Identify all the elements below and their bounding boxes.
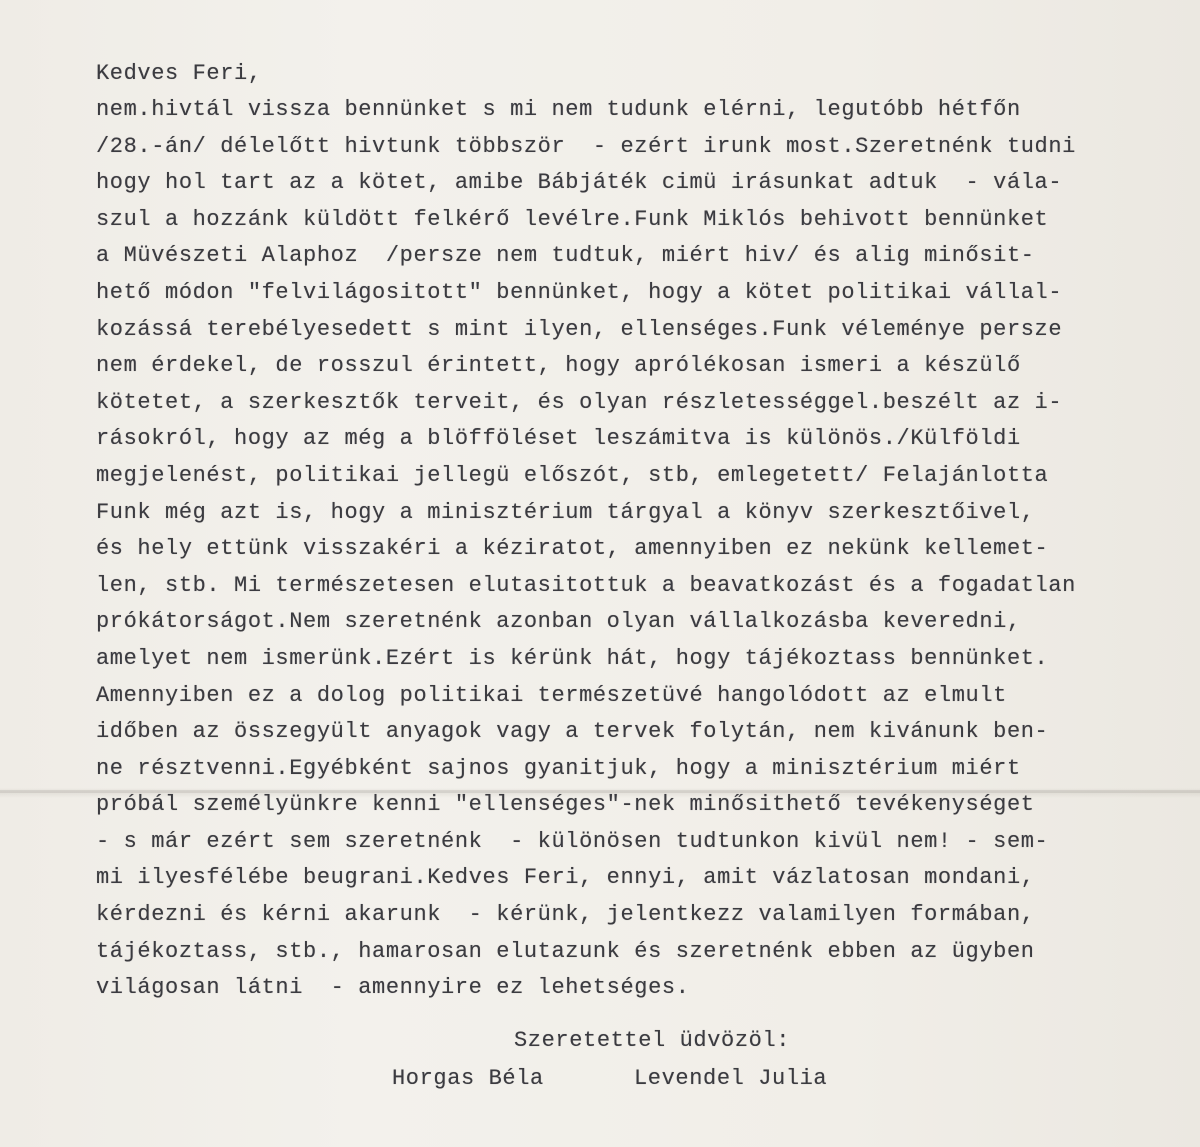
letter-line: kérdezni és kérni akarunk - kérünk, jelentkezz valamilyen formában,: [96, 902, 1035, 928]
letter-line: próbál személyünkre kenni "ellenséges"-nek minősithető tevékenységet: [96, 792, 1035, 818]
letter-line: /28.-án/ délelőtt hivtunk többször - ezért irunk most.Szeretnénk tudni: [96, 133, 1076, 159]
signature-levendel-julia: Levendel Julia: [634, 1066, 828, 1091]
letter-line: amelyet nem ismerünk.Ezért is kérünk hát, hogy tájékoztass bennünket.: [96, 645, 1049, 671]
letter-line: len, stb. Mi természetesen elutasitottuk a beavatkozást és a fogadatlan: [96, 572, 1076, 598]
letter-closing: Szeretettel üdvözöl:: [514, 1028, 791, 1053]
letter-line: prókátorságot.Nem szeretnénk azonban olyan vállalkozásba keveredni,: [96, 609, 1021, 635]
letter-line: hető módon "felvilágositott" bennünket, hogy a kötet politikai vállal-: [96, 279, 1063, 305]
letter-line: nem.hivtál vissza bennünket s mi nem tudunk elérni, legutóbb hétfőn: [96, 97, 1021, 122]
letter-line: és hely ettünk visszakéri a kéziratot, amennyiben ez nekünk kellemet-: [96, 536, 1049, 562]
letter-line: szul a hozzánk küldött felkérő levélre.Funk Miklós behivott bennünket: [96, 206, 1049, 232]
letter-greeting: Kedves Feri,: [96, 61, 262, 86]
letter-line: tájékoztass, stb., hamarosan elutazunk és szeretnénk ebben az ügyben: [96, 938, 1035, 964]
signature-horgas-bela: Horgas Béla: [392, 1066, 544, 1091]
letter-line: a Müvészeti Alaphoz /persze nem tudtuk, miért hiv/ és alig minősit-: [96, 243, 1035, 269]
letter-line: világosan látni - amennyire ez lehetséges.: [96, 975, 690, 1001]
letter-line: időben az összegyült anyagok vagy a tervek folytán, nem kivánunk ben-: [96, 719, 1049, 745]
letter-line: kozássá terebélyesedett s mint ilyen, ellenséges.Funk véleménye persze: [96, 316, 1063, 342]
letter-line: kötetet, a szerkesztők terveit, és olyan részletességgel.beszélt az i-: [96, 389, 1063, 415]
letter-line: rásokról, hogy az még a blöfföléset leszámitva is különös./Külföldi: [96, 426, 1021, 452]
letter-body: [96, 56, 1196, 1007]
letter-line: megjelenést, politikai jellegü előszót, stb, emlegetett/ Felajánlotta: [96, 462, 1049, 488]
letter-line: hogy hol tart az a kötet, amibe Bábjáték cimü irásunkat adtuk - vála-: [96, 170, 1063, 196]
letter-line: mi ilyesfélébe beugrani.Kedves Feri, ennyi, amit vázlatosan mondani,: [96, 865, 1035, 891]
letter-line: Funk még azt is, hogy a minisztérium tárgyal a könyv szerkesztőivel,: [96, 499, 1035, 525]
letter-line: Amennyiben ez a dolog politikai természetüvé hangolódott az elmult: [96, 682, 1007, 708]
letter-line: - s már ezért sem szeretnénk - különösen tudtunkon kivül nem! - sem-: [96, 828, 1049, 854]
letter-line: nem érdekel, de rosszul érintett, hogy aprólékosan ismeri a készülő: [96, 353, 1021, 379]
letter-line: ne résztvenni.Egyébként sajnos gyanitjuk, hogy a minisztérium miért: [96, 755, 1021, 781]
